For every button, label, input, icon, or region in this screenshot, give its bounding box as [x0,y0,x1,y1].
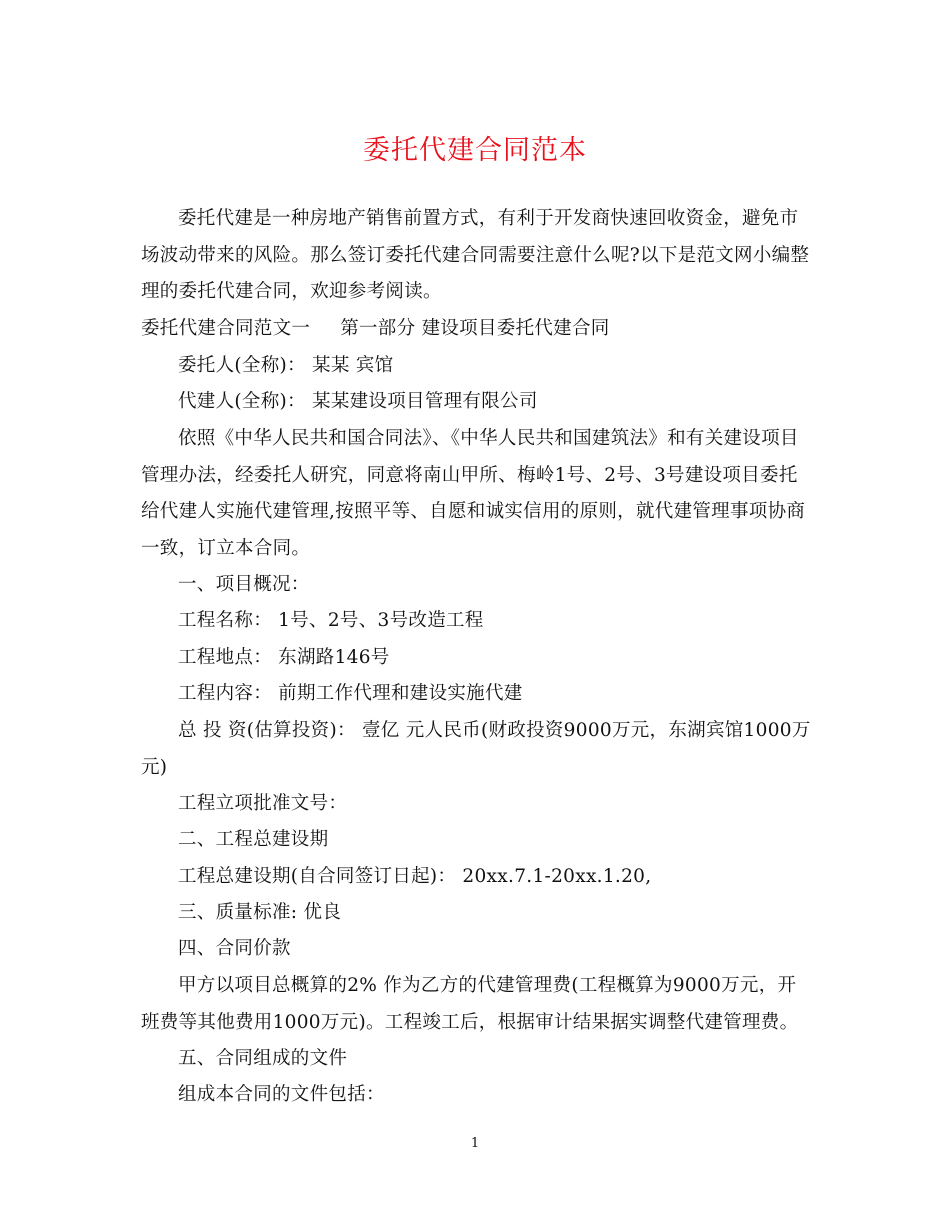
section-heading-left: 委托代建合同范文一 [141,318,311,339]
heading-construction-period: 二、工程总建设期 [178,829,329,850]
project-content-line: 工程内容： 前期工作代理和建设实施代建 [178,683,523,704]
price-paragraph: 甲方以项目总概算的2% 作为乙方的代建管理费(工程概算为9000万元，开班费等其他费用1000万元)。工程竣工后，根据审计结果据实调整代建管理费。 [141,975,799,1033]
project-location-line: 工程地点： 东湖路146号 [178,647,390,668]
heading-project-overview: 一、项目概况： [178,574,310,595]
principal-line: 委托人(全称)： 某某 宾馆 [178,355,394,376]
investment-paragraph: 总 投 资(估算投资)： 壹亿 元人民币(财政投资9000万元，东湖宾馆1000万元) [141,720,811,778]
approval-number-line: 工程立项批准文号： [178,793,348,814]
document-title: 委托代建合同范本 [363,135,587,166]
heading-quality-standard: 三、质量标准: 优良 [178,902,342,923]
basis-paragraph: 依照《中华人民共和国合同法》、《中华人民共和国建筑法》和有关建设项目管理办法，经委托人研究，同意将南山甲所、梅岭1号、2号、3号建设项目委托给代建人实施代建管理,按照平等、自愿和诚实信用的原则，就代建管理事项协商一致，订立本合同。 [141,428,806,559]
construction-period-line: 工程总建设期(自合同签订日起)： 20xx.7.1-20xx.1.20, [178,866,652,887]
project-name-line: 工程名称： 1号、2号、3号改造工程 [178,610,484,631]
intro-paragraph: 委托代建是一种房地产销售前置方式，有利于开发商快速回收资金，避免市场波动带来的风险。那么签订委托代建合同需要注意什么呢?以下是范文网小编整理的委托代建合同，欢迎参考阅读。 [141,208,810,302]
page-number: 1 [470,1136,480,1151]
heading-contract-price: 四、合同价款 [178,938,291,959]
section-heading [141,311,811,348]
agent-line: 代建人(全称)： 某某建设项目管理有限公司 [178,391,538,412]
section-heading-right: 第一部分 建设项目委托代建合同 [340,318,610,339]
heading-contract-documents: 五、合同组成的文件 [178,1048,348,1069]
documents-line: 组成本合同的文件包括： [178,1084,385,1105]
